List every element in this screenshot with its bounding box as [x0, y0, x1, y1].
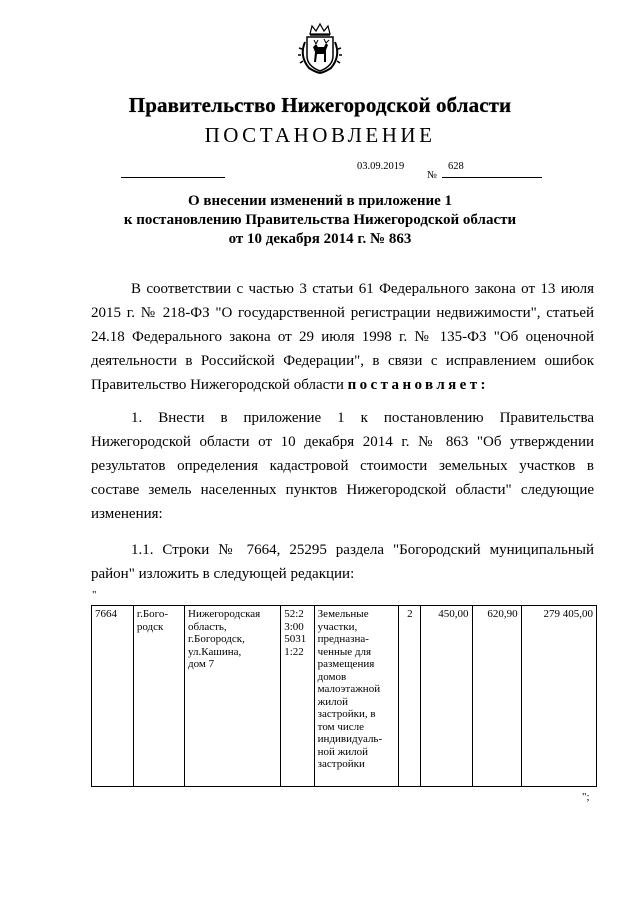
document-date: 03.09.2019 [357, 161, 405, 172]
decree-word: постановляет: [347, 377, 489, 393]
document-type-title: ПОСТАНОВЛЕНИЕ [204, 123, 436, 147]
preamble-paragraph [91, 277, 594, 397]
cell-group: 2 [399, 606, 421, 787]
opening-quote: " [92, 589, 97, 601]
cell-locality: г.Бого- родск [133, 606, 184, 787]
document-subject [0, 192, 640, 249]
subject-line-1: О внесении изменений в приложение 1 [187, 193, 453, 209]
cell-value-2: 620,90 [472, 606, 521, 787]
table-row [92, 606, 597, 787]
subject-line-2: к постановлению Правительства Нижегородской области [123, 212, 517, 228]
number-line [442, 177, 542, 178]
clause-1-paragraph: 1. Внести в приложение 1 к постановлению Правительства Нижегородской области от 10 декабря 2014 г. № 863 "Об утверждении результатов определения кадастровой стоимости земельных участков в составе земель населенных пунктов Нижегородской области" следующие изменения: [91, 410, 594, 522]
cell-address: Нижегородская область, г.Богородск, ул.Кашина, дом 7 [185, 606, 281, 787]
cell-cadastral-number: 52:2 3:00 5031 1:22 [281, 606, 314, 787]
preamble-text: В соответствии с частью 3 статьи 61 Федерального закона от 13 июля 2015 г. № 218-ФЗ "О государственной регистрации недвижимости", статьей 24.18 Федерального закона от 29 июля 1998 г. № 135-ФЗ "Об оценочной деятельности в Российской Федерации", в связи с исправлением ошибок Правительство Нижегородской области [91, 281, 594, 393]
coat-of-arms-icon [297, 22, 343, 74]
cadastral-value-table [91, 605, 597, 787]
signature-line-left [121, 177, 225, 178]
document-number: 628 [448, 161, 464, 172]
cell-row-number: 7664 [92, 606, 134, 787]
number-sign: № [427, 170, 438, 181]
subject-line-3: от 10 декабря 2014 г. № 863 [228, 231, 412, 247]
clause-1-1-paragraph: 1.1. Строки № 7664, 25295 раздела "Богородский муниципальный район" изложить в следующей редакции: [91, 542, 594, 582]
cell-value-1: 450,00 [421, 606, 472, 787]
cell-land-use-category: Земельные участки, предназна- ченные для размещения домов малоэтажной жилой застройки, в том числе индивидуаль- ной жилой застройки [314, 606, 399, 787]
closing-quote: "; [582, 791, 590, 803]
government-name: Правительство Нижегородской области [128, 93, 512, 117]
cell-total-value: 279 405,00 [521, 606, 596, 787]
